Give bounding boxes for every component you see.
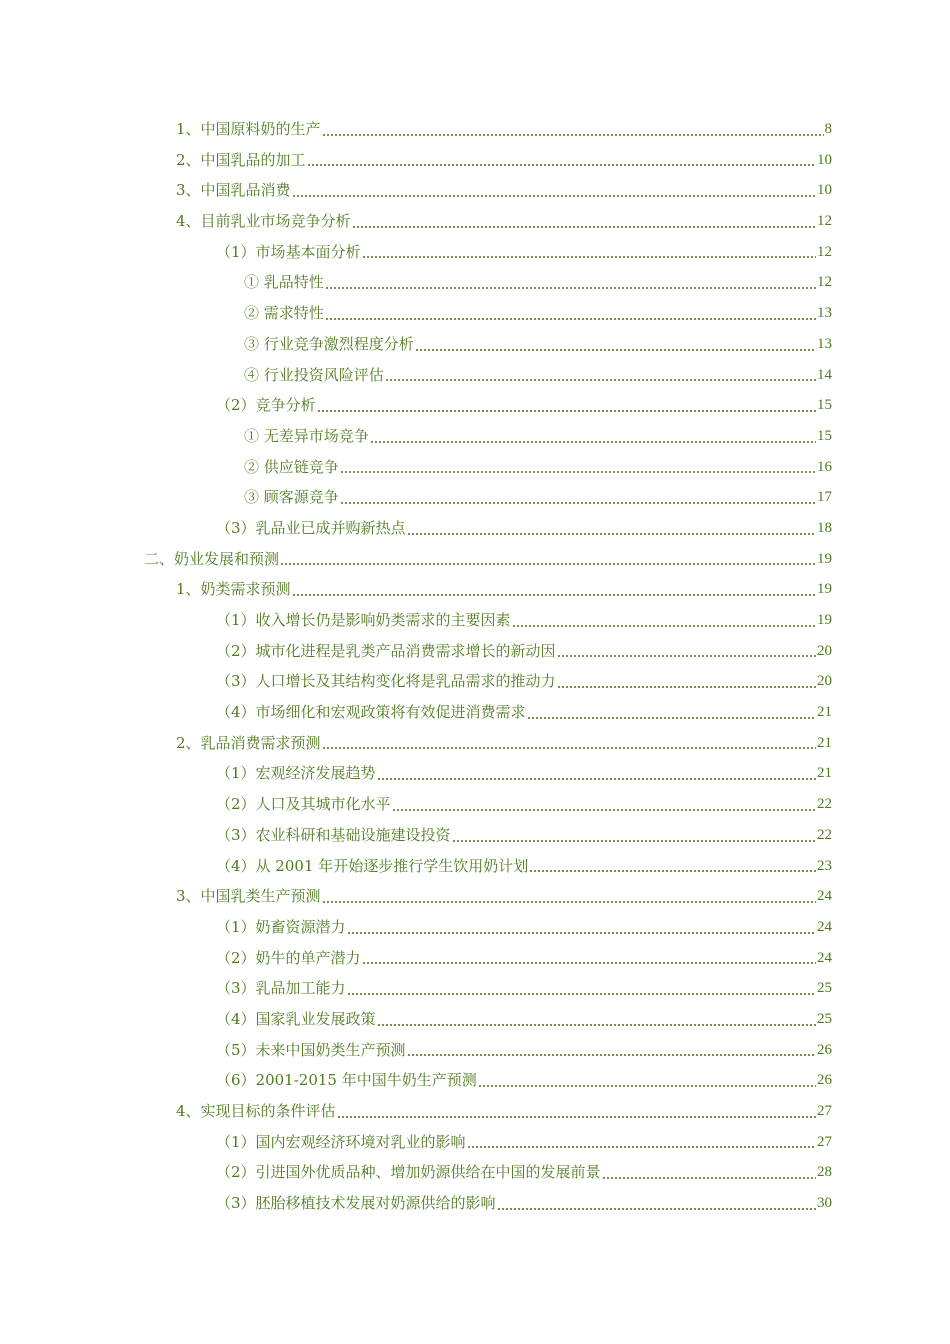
toc-dot-leader — [467, 1146, 816, 1148]
toc-entry[interactable] — [0, 697, 950, 728]
toc-page-number: 22 — [817, 796, 832, 813]
toc-dot-leader — [478, 1085, 816, 1087]
toc-entry[interactable] — [0, 298, 950, 329]
toc-entry-text: （1）国内宏观经济环境对乳业的影响 — [216, 1132, 466, 1151]
toc-entry-text: 2、乳品消费需求预测 — [176, 733, 321, 752]
toc-entry-text: （1）收入增长仍是影响奶类需求的主要因素 — [216, 611, 511, 629]
toc-entry-text: ① 乳品特性 — [244, 273, 324, 292]
toc-entry[interactable] — [0, 1157, 950, 1188]
toc-entry-text: （1）宏观经济发展趋势 — [216, 764, 376, 783]
toc-page-number: 12 — [817, 274, 832, 291]
toc-page-number: 12 — [817, 243, 832, 260]
toc-entry-text: 3、中国乳品消费 — [176, 181, 291, 200]
toc-entry[interactable] — [0, 267, 950, 298]
toc-dot-leader — [340, 502, 816, 504]
toc-page-number: 21 — [817, 704, 832, 721]
toc-entry[interactable] — [0, 329, 950, 360]
toc-dot-leader — [340, 471, 816, 473]
toc-page-number: 17 — [817, 489, 832, 506]
toc-dot-leader — [497, 1208, 816, 1210]
toc-dot-leader — [512, 625, 816, 627]
toc-entry[interactable] — [0, 145, 950, 176]
toc-entry-text: （4）国家乳业发展政策 — [216, 1009, 376, 1028]
toc-entry-text: （1）市场基本面分析 — [216, 242, 361, 261]
toc-entry-text: ② 供应链竞争 — [244, 457, 339, 476]
toc-entry-text: （2）奶牛的单产潜力 — [216, 948, 361, 967]
toc-page-number: 27 — [817, 1133, 832, 1150]
toc-dot-leader — [557, 655, 816, 657]
toc-dot-leader — [362, 962, 816, 964]
toc-page-number: 20 — [817, 642, 832, 659]
toc-page-number: 14 — [817, 366, 832, 383]
toc-page-number: 10 — [817, 182, 832, 199]
toc-entry[interactable] — [0, 636, 950, 667]
toc-entry[interactable] — [0, 513, 950, 544]
toc-page-number: 24 — [817, 949, 832, 966]
toc-entry[interactable] — [0, 482, 950, 513]
toc-dot-leader — [385, 379, 816, 381]
toc-entry-text: 4、目前乳业市场竞争分析 — [176, 212, 351, 231]
toc-page-number: 24 — [817, 918, 832, 935]
toc-entry[interactable] — [0, 390, 950, 421]
toc-entry-text: （5）未来中国奶类生产预测 — [216, 1040, 406, 1059]
toc-page-number: 22 — [817, 826, 832, 843]
toc-entry-text: ④ 行业投资风险评估 — [244, 365, 384, 384]
toc-dot-leader — [452, 840, 816, 842]
toc-page-number: 18 — [817, 519, 832, 536]
toc-page-number: 24 — [817, 888, 832, 905]
toc-entry[interactable] — [0, 1035, 950, 1066]
toc-entry-text: 2、中国乳品的加工 — [176, 150, 306, 169]
toc-entry-text: （3）农业科研和基础设施建设投资 — [216, 825, 451, 844]
toc-page-number: 19 — [817, 612, 832, 628]
toc-entry[interactable] — [0, 574, 950, 605]
toc-dot-leader — [415, 349, 816, 351]
toc-page-number: 10 — [817, 151, 832, 168]
toc-entry[interactable] — [0, 544, 950, 575]
toc-entry-text: ② 需求特性 — [244, 304, 324, 323]
toc-page-number: 25 — [817, 980, 832, 997]
toc-entry[interactable] — [0, 452, 950, 483]
toc-entry[interactable] — [0, 605, 950, 636]
toc-entry[interactable] — [0, 666, 950, 697]
toc-entry-text: （2）引进国外优质品种、增加奶源供给在中国的发展前景 — [216, 1163, 601, 1182]
toc-entry-text: ③ 顾客源竞争 — [244, 488, 339, 507]
toc-dot-leader — [602, 1177, 816, 1179]
toc-entry-text: （3）乳品业已成并购新热点 — [216, 518, 406, 537]
toc-entry[interactable] — [0, 114, 950, 145]
toc-page-number: 19 — [817, 550, 832, 567]
toc-dot-leader — [280, 563, 816, 565]
toc-entry-text: （2）城市化进程是乳类产品消费需求增长的新动因 — [216, 641, 556, 660]
toc-page-number: 26 — [817, 1072, 832, 1089]
toc-page-number: 8 — [824, 121, 832, 137]
toc-entry-text: （3）胚胎移植技术发展对奶源供给的影响 — [216, 1194, 496, 1213]
toc-entry[interactable] — [0, 421, 950, 452]
toc-entry[interactable] — [0, 1127, 950, 1158]
toc-dot-leader — [325, 318, 816, 320]
toc-entry-text: （6）2001-2015 年中国牛奶生产预测 — [216, 1071, 477, 1090]
toc-page-number: 16 — [817, 458, 832, 475]
toc-entry[interactable] — [0, 789, 950, 820]
toc-entry[interactable] — [0, 1188, 950, 1219]
toc-entry-text: ① 无差异市场竞争 — [244, 426, 369, 445]
toc-entry-text: 3、中国乳类生产预测 — [176, 887, 321, 906]
toc-entry-text: （4）市场细化和宏观政策将有效促进消费需求 — [216, 703, 526, 722]
toc-page-number: 13 — [817, 335, 832, 352]
toc-entry[interactable] — [0, 1096, 950, 1127]
toc-dot-leader — [307, 164, 816, 166]
toc-page-number: 20 — [817, 673, 832, 690]
toc-dot-leader — [325, 287, 816, 289]
toc-page-number: 23 — [817, 857, 832, 874]
toc-dot-leader — [322, 134, 824, 136]
toc-page-number: 27 — [817, 1103, 832, 1119]
toc-entry-text: 1、中国原料奶的生产 — [176, 120, 321, 138]
toc-page-number: 15 — [817, 397, 832, 414]
toc-entry-text: 4、实现目标的条件评估 — [176, 1102, 336, 1120]
toc-dot-leader — [347, 993, 816, 995]
toc-dot-leader — [347, 932, 816, 934]
toc-dot-leader — [292, 195, 816, 197]
toc-page-number: 26 — [817, 1041, 832, 1058]
table-of-contents — [0, 114, 950, 1219]
toc-page-number: 28 — [817, 1164, 832, 1181]
toc-page-number: 25 — [817, 1010, 832, 1027]
toc-entry[interactable] — [0, 206, 950, 237]
toc-dot-leader — [362, 256, 816, 258]
toc-dot-leader — [292, 594, 816, 596]
toc-entry[interactable] — [0, 728, 950, 759]
toc-entry-text: （3）乳品加工能力 — [216, 979, 346, 998]
toc-dot-leader — [407, 533, 816, 535]
toc-entry-text: （2）竞争分析 — [216, 396, 316, 415]
toc-dot-leader — [407, 1054, 816, 1056]
toc-dot-leader — [527, 717, 816, 719]
toc-page-number: 21 — [817, 734, 832, 751]
toc-entry-text: 1、奶类需求预测 — [176, 580, 291, 599]
toc-entry-text: ③ 行业竞争激烈程度分析 — [244, 334, 414, 353]
toc-dot-leader — [370, 441, 816, 443]
toc-entry-text: （1）奶畜资源潜力 — [216, 917, 346, 936]
toc-dot-leader — [529, 870, 816, 872]
toc-dot-leader — [557, 686, 816, 688]
toc-entry[interactable] — [0, 973, 950, 1004]
toc-entry-text: （4）从 2001 年开始逐步推行学生饮用奶计划 — [216, 856, 529, 875]
toc-entry[interactable] — [0, 237, 950, 268]
toc-page-number: 19 — [817, 581, 832, 598]
toc-entry[interactable] — [0, 360, 950, 391]
toc-page-number: 15 — [817, 427, 832, 444]
toc-entry[interactable] — [0, 851, 950, 882]
toc-entry[interactable] — [0, 758, 950, 789]
toc-entry-text: （3）人口增长及其结构变化将是乳品需求的推动力 — [216, 672, 556, 691]
toc-entry[interactable] — [0, 175, 950, 206]
toc-page-number: 13 — [817, 305, 832, 322]
toc-entry-text: （2）人口及其城市化水平 — [216, 795, 391, 814]
toc-entry-text: 二、奶业发展和预测 — [144, 549, 280, 568]
toc-dot-leader — [392, 809, 816, 811]
toc-page-number: 30 — [817, 1195, 832, 1212]
toc-dot-leader — [322, 901, 816, 903]
toc-page-number: 12 — [817, 213, 832, 230]
toc-entry[interactable] — [0, 912, 950, 943]
toc-entry[interactable] — [0, 881, 950, 912]
toc-entry[interactable] — [0, 1004, 950, 1035]
toc-dot-leader — [352, 226, 816, 228]
toc-entry[interactable] — [0, 1065, 950, 1096]
toc-dot-leader — [377, 778, 816, 780]
toc-entry[interactable] — [0, 820, 950, 851]
toc-dot-leader — [322, 747, 816, 749]
toc-dot-leader — [317, 410, 816, 412]
toc-page-number: 21 — [817, 765, 832, 782]
toc-entry[interactable] — [0, 943, 950, 974]
toc-dot-leader — [377, 1024, 816, 1026]
toc-dot-leader — [337, 1116, 816, 1118]
